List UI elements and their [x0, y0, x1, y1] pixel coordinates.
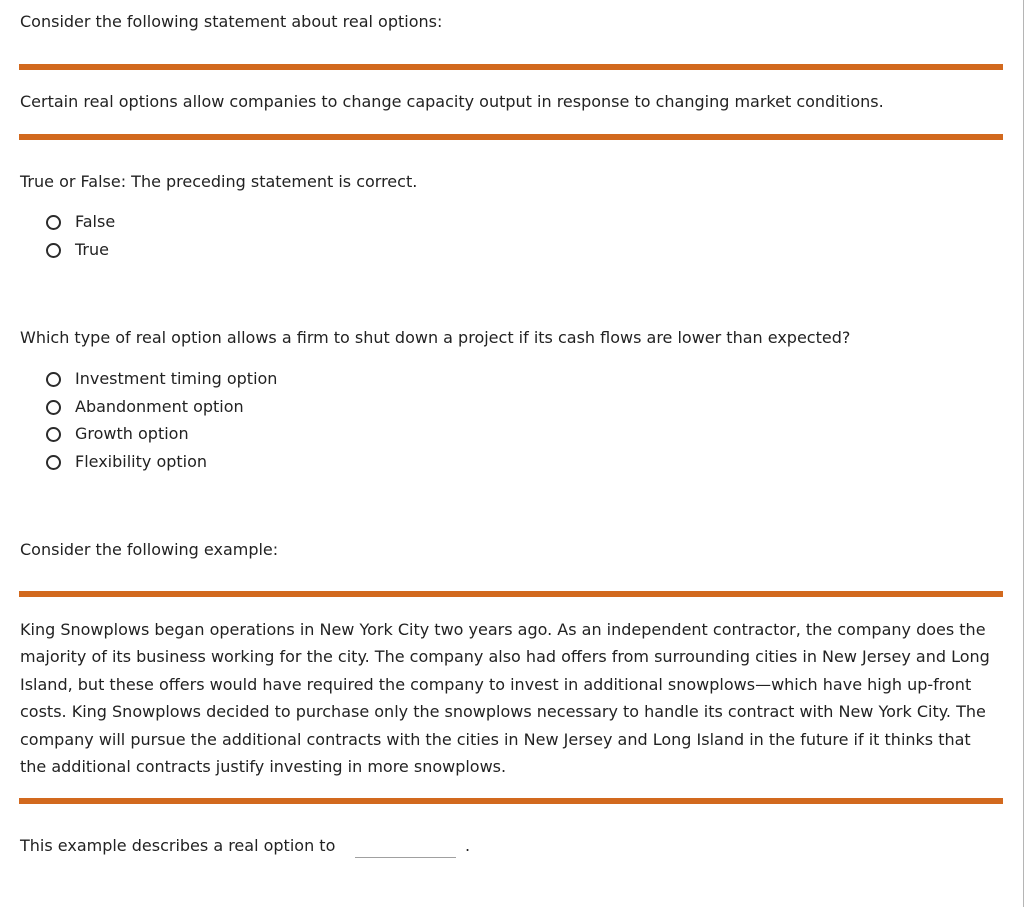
q1-prompt: True or False: The preceding statement is correct. — [20, 172, 418, 191]
q3-trailing-period: . — [465, 836, 471, 855]
q2-option-abandonment[interactable] — [46, 396, 244, 418]
example-intro: Consider the following example: — [20, 540, 279, 559]
option-label: Abandonment option — [75, 397, 244, 416]
radio-button[interactable] — [46, 215, 61, 230]
q1-option-true[interactable] — [46, 239, 109, 261]
q3-prompt: This example describes a real option to — [20, 836, 336, 855]
option-label: Growth option — [75, 424, 189, 443]
radio-button[interactable] — [46, 372, 61, 387]
statement-text: Certain real options allow companies to change capacity output in response to changing market conditions. — [20, 92, 884, 111]
q2-option-growth[interactable] — [46, 423, 189, 445]
q2-prompt: Which type of real option allows a firm to shut down a project if its cash flows are lower than expected? — [20, 328, 851, 347]
q1-option-false[interactable] — [46, 211, 115, 233]
q3-answer-blank[interactable] — [355, 857, 456, 858]
divider-top — [19, 64, 1003, 70]
radio-button[interactable] — [46, 400, 61, 415]
statement-intro: Consider the following statement about real options: — [20, 12, 443, 31]
option-label: True — [75, 240, 109, 259]
divider-example-bottom — [19, 798, 1003, 804]
example-text: King Snowplows began operations in New York City two years ago. As an independent contractor, the company does the majority of its business working for the city. The company also had offers from surrounding cities in New Jersey and Long Island, but these offers would have required the company to invest in additional snowplows—which have high up-front costs. King Snowplows decided to purchase only the snowplows necessary to handle its contract with New York City. The company will pursue the additional contracts with the cities in New Jersey and Long Island in the future if it thinks that the additional contracts justify investing in more snowplows. — [20, 620, 990, 777]
q2-option-investment-timing[interactable] — [46, 368, 277, 390]
q2-option-flexibility[interactable] — [46, 451, 207, 473]
option-label: False — [75, 212, 116, 231]
radio-button[interactable] — [46, 455, 61, 470]
divider-example-top — [19, 591, 1003, 597]
radio-button[interactable] — [46, 427, 61, 442]
radio-button[interactable] — [46, 243, 61, 258]
option-label: Investment timing option — [75, 369, 278, 388]
option-label: Flexibility option — [75, 452, 208, 471]
divider-statement-bottom — [19, 134, 1003, 140]
